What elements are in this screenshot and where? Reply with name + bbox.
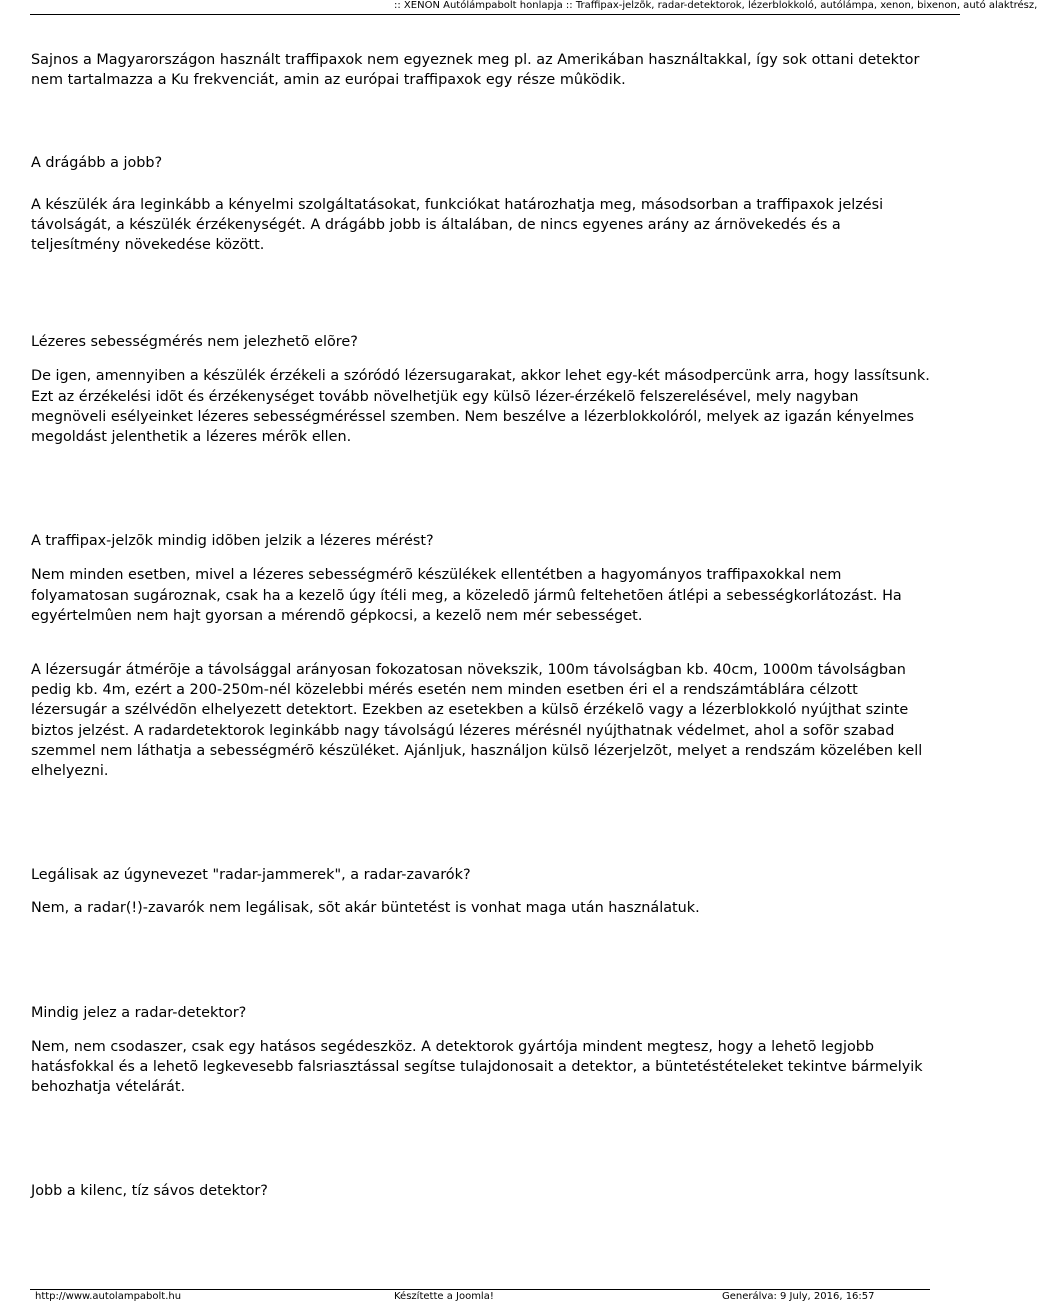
- question-heading: Jobb a kilenc, tíz sávos detektor?: [31, 1183, 268, 1200]
- footer-divider: [30, 1289, 930, 1290]
- header-divider: [30, 14, 960, 15]
- answer-paragraph: De igen, amennyiben a készülék érzékeli a szóródó lézersugarakat, akkor lehet egy-két másodpercünk arra, hogy lassítsunk. Ezt az érzékelési idõt és érzékenységet tovább növelhetjük egy külsõ lézer-érzékelõ felszerelésével, mely nagyban megnöveli esélyeinket lézeres sebességméréssel szemben. Nem beszélve a lézerblokkolóról, melyek az igazán kényelmes megoldást jelenthetik a lézeres mérõk ellen.: [31, 368, 930, 446]
- footer-credit: Készítette a Joomla!: [394, 1291, 494, 1302]
- paragraph-intro: Sajnos a Magyarországon használt traffipaxok nem egyeznek meg pl. az Amerikában használtakkal, így sok ottani detektor nem tartalmazza a Ku frekvenciát, amin az európai traffipaxok egy része mûködik.: [31, 52, 920, 89]
- answer-paragraph: A lézersugár átmérõje a távolsággal arányosan fokozatosan növekszik, 100m távolságban kb. 40cm, 1000m távolságban pedig kb. 4m, ezért a 200-250m-nél közelebbi mérés esetén nem minden esetben éri el a rendszámtáblára célzott lézersugár a szélvédõn elhelyezett detektort. Ezekben az esetekben a külsõ érzékelõ vagy a lézerblokkoló nyújthat szinte biztos jelzést. A radardetektorok leginkább nagy távolságú lézeres mérésnél nyújthatnak védelmet, ahol a sofõr szabad szemmel nem láthatja a sebességmérõ készüléket. Ajánljuk, használjon külsõ lézerjelzõt, melyet a rendszám közelében kell elhelyezni.: [31, 662, 923, 780]
- question-heading: Legálisak az úgynevezet "radar-jammerek", a radar-zavarók?: [31, 867, 471, 884]
- answer-paragraph: Nem, nem csodaszer, csak egy hatásos segédeszköz. A detektorok gyártója mindent megtesz, hogy a lehetõ legjobb hatásfokkal és a lehetõ legkevesebb falsriasztással segítse tulajdonosait a detektor, a büntetéstételeket tekintve bármelyik behozhatja vételárát.: [31, 1038, 923, 1096]
- question-heading: A drágább a jobb?: [31, 155, 163, 172]
- answer-paragraph: Nem minden esetben, mivel a lézeres sebességmérõ készülékek ellentétben a hagyományos traffipaxokkal nem folyamatosan sugároznak, csak ha a kezelõ úgy ítéli meg, a közeledõ jármû feltehetõen átlépi a sebességkorlátozást. Ha egyértelmûen nem hajt gyorsan a mérendõ gépkocsi, a kezelõ nem mér sebességet.: [31, 567, 902, 624]
- answer-paragraph: Nem, a radar(!)-zavarók nem legálisak, sõt akár büntetést is vonhat maga után használatuk.: [31, 900, 700, 917]
- footer-generated-date: Generálva: 9 July, 2016, 16:57: [722, 1291, 875, 1302]
- question-heading: A traffipax-jelzõk mindig idõben jelzik a lézeres mérést?: [31, 533, 434, 550]
- footer-site-link[interactable]: http://www.autolampabolt.hu: [35, 1291, 182, 1302]
- page-header-title: :: XENON Autólámpabolt honlapja :: Traffipax-jelzõk, radar-detektorok, lézerblokkoló, autólámpa, xenon, bixenon, autó alaktrész,: [394, 0, 1037, 11]
- article-body: [31, 50, 931, 1202]
- question-heading: Mindig jelez a radar-detektor?: [31, 1004, 247, 1021]
- question-heading: Lézeres sebességmérés nem jelezhetõ elõre?: [31, 334, 358, 351]
- answer-paragraph: A készülék ára leginkább a kényelmi szolgáltatásokat, funkciókat határozhatja meg, másodsorban a traffipaxok jelzési távolságát, a készülék érzékenységét. A drágább jobb is általában, de nincs egyenes arány az árnövekedés és a teljesítmény növekedése között.: [31, 196, 884, 254]
